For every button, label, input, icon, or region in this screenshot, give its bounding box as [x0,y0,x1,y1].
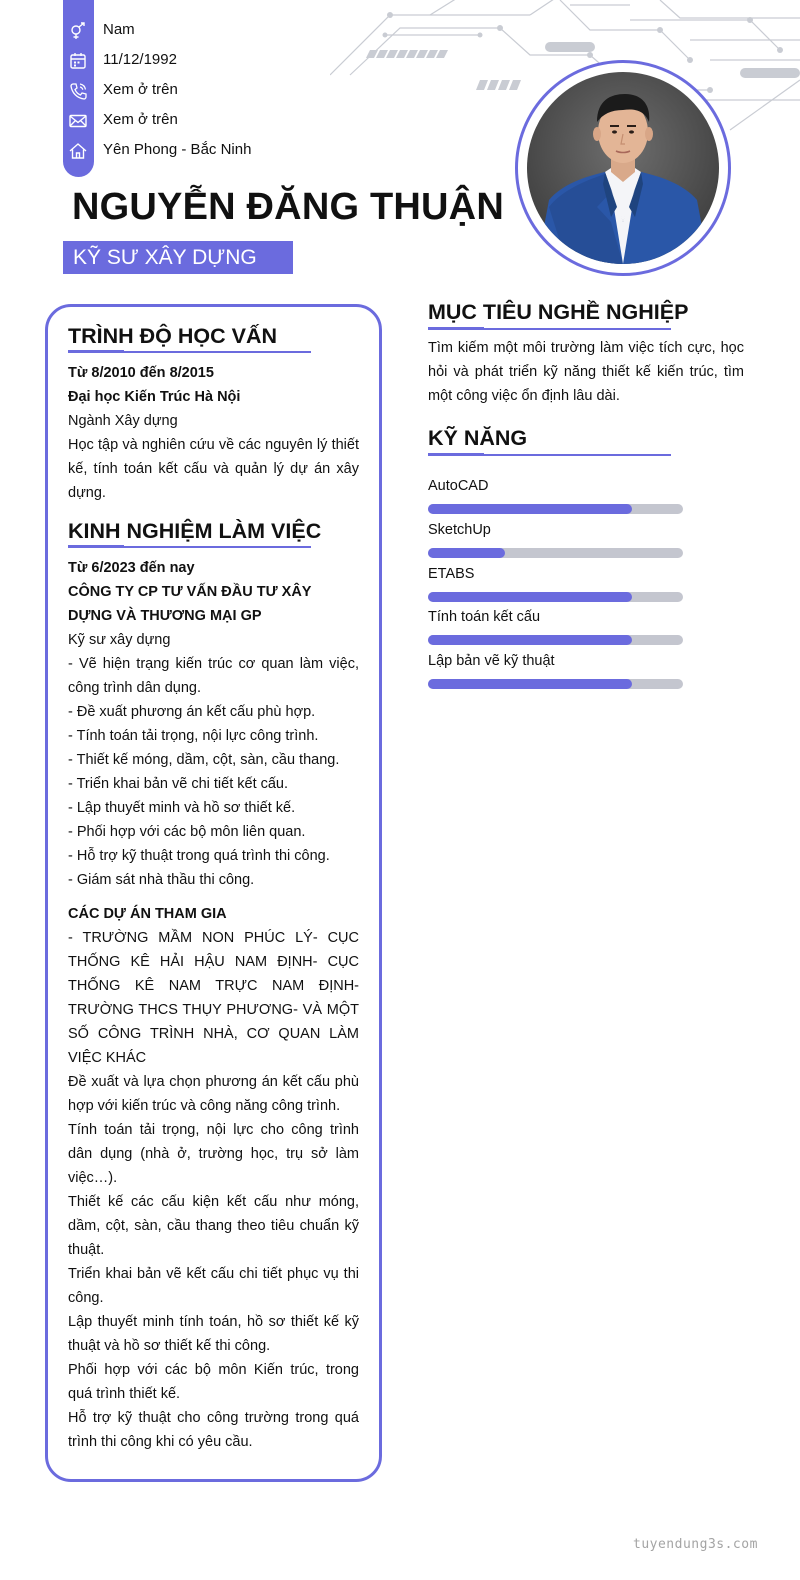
skill-structural-calc [428,609,688,645]
objective-heading: MỤC TIÊU NGHỀ NGHIỆP [428,300,689,324]
experience-heading: KINH NGHIỆM LÀM VIỆC [68,519,322,543]
education-heading: TRÌNH ĐỘ HỌC VẤN [68,324,278,348]
skill-bar-fill [428,679,632,689]
skill-autocad [428,478,688,514]
skill-bar [428,504,683,514]
birthday-text: 11/12/1992 [103,51,177,68]
experience-task: - Thiết kế móng, dầm, cột, sàn, cầu thang. [68,752,340,768]
footer-watermark: tuyendung3s.com [633,1537,758,1552]
education-description: Học tập và nghiên cứu về các nguyên lý thiết kế, tính toán kết cấu và quản lý dự án xây dựng. [68,437,359,501]
skill-sketchup [428,522,688,558]
skill-label: Lập bản vẽ kỹ thuật [428,653,555,669]
mail-icon [68,112,88,130]
skill-label: ETABS [428,566,475,582]
phone-icon [68,82,88,100]
skill-bar-fill [428,592,632,602]
experience-task: - Giám sát nhà thầu thi công. [68,872,255,888]
experience-underline [68,545,311,548]
skill-bar-fill [428,635,632,645]
right-column [428,300,744,464]
skill-bar [428,592,683,602]
skill-bar-fill [428,548,505,558]
experience-company: CÔNG TY CP TƯ VẤN ĐẦU TƯ XÂY DỰNG VÀ THƯƠNG MẠI GP [68,584,312,624]
contact-gender [63,16,363,46]
skill-label: Tính toán kết cấu [428,609,541,625]
objective-text: Tìm kiếm một môi trường làm việc tích cực, học hỏi và phát triển kỹ năng thiết kế kiến trúc, tìm một công việc ổn định lâu dài. [428,340,744,404]
project-detail: Phối hợp với các bộ môn Kiến trúc, trong quá trình thiết kế. [68,1362,359,1402]
project-detail: Tính toán tải trọng, nội lực cho công trình dân dụng (nhà ở, trường học, trụ sở làm việc…). [68,1122,359,1186]
experience-task: - Vẽ hiện trạng kiến trúc cơ quan làm việc, công trình dân dụng. [68,656,359,696]
education-major: Ngành Xây dựng [68,413,178,429]
gender-icon [68,22,88,40]
projects-list: - TRƯỜNG MẦM NON PHÚC LÝ- CỤC THỐNG KÊ HẢI HẬU NAM ĐỊNH- CỤC THỐNG KÊ NAM TRỰC NAM ĐỊNH- TRƯỜNG THCS THỤY PHƯƠNG- VÀ MỘT SỐ CÔNG TRÌNH NHÀ, CƠ QUAN LÀM VIỆC KHÁC [68,930,359,1066]
skill-bar [428,635,683,645]
calendar-icon [68,52,88,70]
left-column [68,318,359,1454]
project-detail: Đề xuất và lựa chọn phương án kết cấu phù hợp với kiến trúc và công năng công trình. [68,1074,359,1114]
portrait-illustration [527,72,719,264]
contact-address [63,136,363,166]
contact-email [63,106,363,136]
skill-bar [428,679,683,689]
project-detail: Triển khai bản vẽ kết cấu chi tiết phục vụ thi công. [68,1266,359,1306]
experience-task: - Phối hợp với các bộ môn liên quan. [68,824,306,840]
email-text: Xem ở trên [103,111,178,128]
skill-etabs [428,566,688,602]
education-period: Từ 8/2010 đến 8/2015 [68,365,214,381]
skill-label: SketchUp [428,522,491,538]
skill-technical-drawing [428,653,688,689]
home-icon [68,142,88,160]
skill-bar-fill [428,504,632,514]
skill-bar [428,548,683,558]
candidate-name: NGUYỄN ĐĂNG THUẬN [72,186,504,228]
experience-task: - Triển khai bản vẽ chi tiết kết cấu. [68,776,289,792]
phone-text: Xem ở trên [103,81,178,98]
education-school: Đại học Kiến Trúc Hà Nội [68,389,241,405]
skills-underline [428,453,671,456]
experience-position: Kỹ sư xây dựng [68,632,171,648]
job-title: KỸ SƯ XÂY DỰNG [63,241,293,274]
experience-task: - Hỗ trợ kỹ thuật trong quá trình thi công. [68,848,330,864]
project-detail: Lập thuyết minh tính toán, hồ sơ thiết kế kỹ thuật và hồ sơ thiết kế thi công. [68,1314,359,1354]
project-detail: Hỗ trợ kỹ thuật cho công trường trong quá trình thi công khi có yêu cầu. [68,1410,359,1450]
project-detail: Thiết kế các cấu kiện kết cấu như móng, dầm, cột, sàn, cầu thang theo tiêu chuẩn kỹ thuật. [68,1194,359,1258]
avatar [527,72,719,264]
experience-task: - Đề xuất phương án kết cấu phù hợp. [68,704,316,720]
contact-phone [63,76,363,106]
projects-heading: CÁC DỰ ÁN THAM GIA [68,906,227,922]
objective-underline [428,327,671,330]
experience-period: Từ 6/2023 đến nay [68,560,195,576]
gender-text: Nam [103,21,135,38]
education-underline [68,350,311,353]
experience-task: - Tính toán tải trọng, nội lực công trình. [68,728,319,744]
address-text: Yên Phong - Bắc Ninh [103,141,252,158]
skill-label: AutoCAD [428,478,489,494]
experience-task: - Lập thuyết minh và hồ sơ thiết kế. [68,800,296,816]
contact-birthday [63,46,363,76]
skills-heading: KỸ NĂNG [428,426,528,450]
